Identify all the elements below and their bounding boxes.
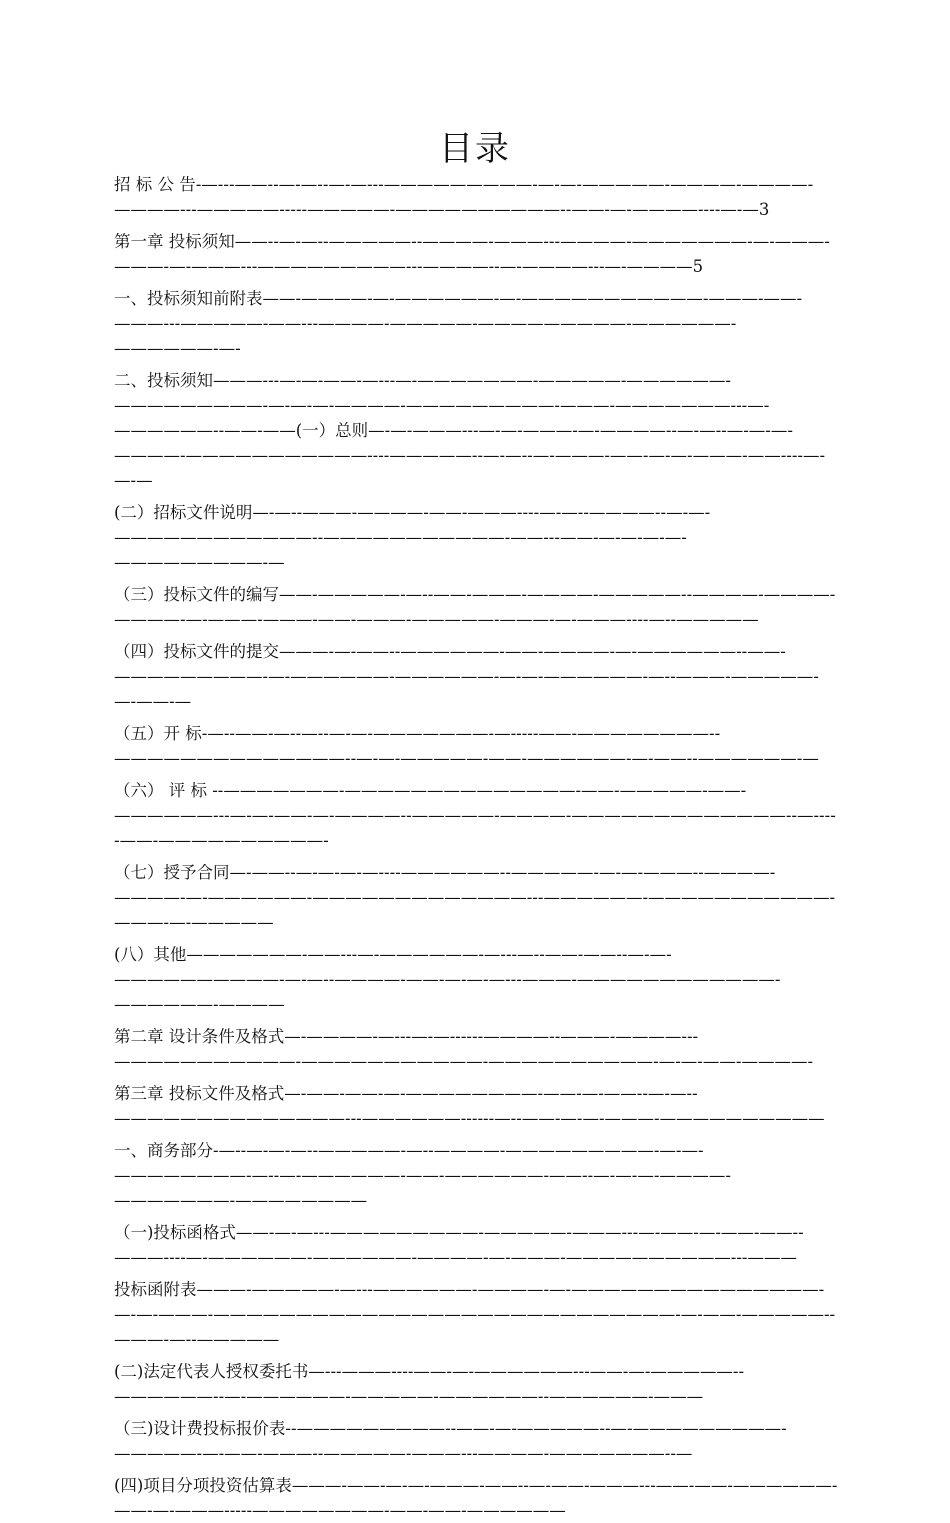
toc-entry-investment-estimate[interactable]: (四)项目分项投资估算表———-——-—-—-———-——--—-——-———---——-——-——————-——-—-———-----————————-——-——-—————— — [114, 1476, 838, 1520]
toc-list — [114, 172, 838, 1523]
toc-entry-contract-award[interactable]: （七）授予合同—-——--—-—-—-—----——————--—————-—-—-———--————-————-—-——————-—————————————---——————-———————————-———-—-————— — [114, 863, 836, 932]
toc-entry-instructions-appendix[interactable]: 一、投标须知前附表——-————-—-——————-—-———————————-———-——-———---—————-——---————-—————-—————————-——————-——————-—- — [114, 289, 803, 358]
toc-entry-other[interactable]: (八）其他———————-——---—-——————-—---—--——-——--—-—-——————————-—-—--————-——-—-—-—---———-————————————-——————-———— — [114, 945, 781, 1014]
toc-entry-evaluation[interactable]: （六） 评 标 --———————-——————————————-——-—————-——-——————---—-—-——-—-————--—————-————-—————————————--—-----——-——————————- — [114, 781, 836, 850]
toc-entry-power-of-attorney[interactable]: (二)法定代表人授权委托书—---———----——-—-——————---——-—-—————--——————--—-——————-—————-——————--——————-——— — [114, 1362, 745, 1406]
toc-entry-fee-quotation[interactable]: （三)设计费投标报价表--—————————--——-—-—————--—-—————————-—————-—-——-———--—————-———---————-———————--— — [114, 1419, 787, 1463]
toc-entry-chapter-2[interactable]: 第二章 设计条件及格式—-————-—---—-—------————--———-————---———————————-———————————-——————————-—-—-——-————- — [114, 1027, 814, 1071]
toc-entry-chapter-1[interactable]: 第一章 投标须知——--—-—--—————--————-———---————-———————-—-———-———-—-———---—————————---————--—-————---—-————5 — [114, 232, 830, 276]
toc-entry-bid-submission[interactable]: （四）投标文件的提交———-—-——--——————-——-————-—-——————--——-—————————-—-——————-——————-—-—-——————-—--———-—————-—-——-— — [114, 642, 819, 711]
toc-entry-instructions[interactable]: 二、投标须知———---—-—-——-—---—-———————-—————-——————-—————————-—-—-—-————-—————————-———-———————---—-——————--——-——(一）总则—-—-———---—-—-———-—-————--—-—--—-—-—-————-———————————----—————--—-—--—-———-——-—-—-———-——----—-—-— — [114, 371, 826, 490]
toc-entry-bid-letter-format[interactable]: （一)投标函格式——-—-—---—————————-—————-———---—-——-—-——-——--———----—-——————-——————-————-—-———-——————————---——— — [114, 1223, 804, 1267]
toc-entry-bid-opening[interactable]: （五）开 标-—--——-—--—--—-—-———————-—-----——-————————--——————————————--—-—-—————-——-——————-—-——--——————-— — [114, 724, 819, 768]
toc-entry-commercial-part[interactable]: 一、商务部分-—--—-—-—--—————-—--————-—————————-—-—-————————-—--—-——————-——-——————-——--—-—-—-————-———————-———————— — [114, 1141, 731, 1210]
toc-entry-bid-preparation[interactable]: （三）投标文件的编写——-—————-—--——-———-————-—————--————-————-————-—-———-———-——-———-—————-———-—-———----—--————— — [114, 585, 836, 629]
toc-entry-tender-doc-explanation[interactable]: (二）招标文件说明—-—--———-————-——-———----—-—--————--—-—-————————————--———————————-——---——-—-—-—-—-—————————-— — [114, 503, 711, 572]
toc-entry-chapter-3[interactable]: 第三章 投标文件及格式—-——-——-—-————————-——-—-——--—-—--——————————————---——————------—--——-—-—-———-—————————— — [114, 1084, 825, 1128]
toc-entry-bid-letter-appendix[interactable]: 投标函附表———-—————-—---——————-————-—-———————————————-—-—-———-————————————————————————————-—-——-—————--———-—--————— — [114, 1280, 836, 1349]
toc-title: 目录 — [439, 129, 511, 169]
toc-entry-bid-notice[interactable]: 招 标 公 告-—---——--—-—--—-—---—————————-—-—-—————-————-————-————---—————-----—————-——————————--——-—-————----—-—3 — [114, 175, 814, 219]
